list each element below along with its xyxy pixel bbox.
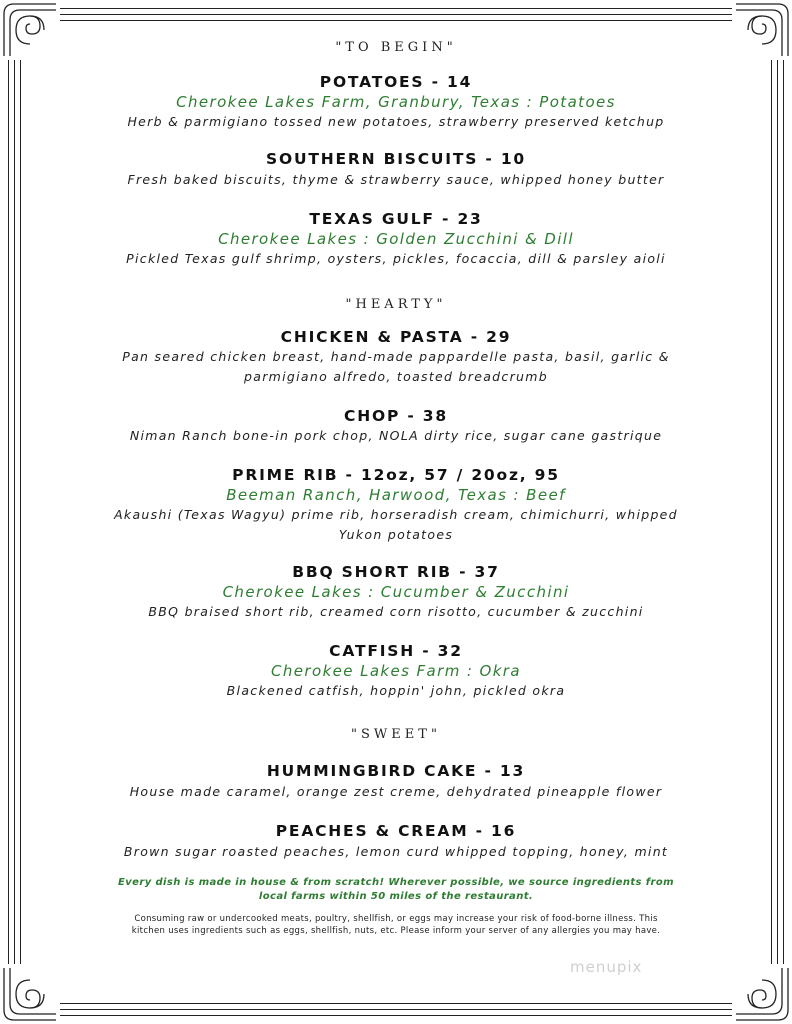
menu-item-source: Cherokee Lakes Farm, Granbury, Texas : Potatoes [176,93,616,111]
menu-item-description: Herb & parmigiano tossed new potatoes, strawberry preserved ketchup [127,114,665,129]
top-rule [40,20,752,21]
menu-item-description: House made caramel, orange zest creme, dehydrated pineapple flower [129,784,663,799]
watermark: menupix [570,958,643,976]
menu-item-source: Beeman Ranch, Harwood, Texas : Beef [226,486,566,504]
sourcing-note: local farms within 50 miles of the restaurant. [258,891,534,902]
menu-item-source: Cherokee Lakes : Cucumber & Zucchini [222,583,570,601]
menu-content [60,38,732,937]
menu-item-description: Niman Ranch bone-in pork chop, NOLA dirty rice, sugar cane gastrique [129,428,663,443]
menu-item-description: Brown sugar roasted peaches, lemon curd whipped topping, honey, mint [123,844,669,859]
menu-item-description: Pan seared chicken breast, hand-made pappardelle pasta, basil, garlic & [122,349,670,364]
right-rule [771,40,772,984]
section-title-sweet: "SWEET" [351,727,441,742]
menu-item-description: Akaushi (Texas Wagyu) prime rib, horseradish cream, chimichurri, whipped [114,507,678,522]
left-rule [20,40,21,984]
section-title-hearty: "HEARTY" [345,297,447,312]
menu-item-description: Pickled Texas gulf shrimp, oysters, pickles, focaccia, dill & parsley aioli [126,251,666,266]
menu-item-name: CHICKEN & PASTA - 29 [280,328,512,346]
health-disclaimer: Consuming raw or undercooked meats, poultry, shellfish, or eggs may increase your risk of food-borne illness. This [134,914,658,924]
menu-item-name: POTATOES - 14 [319,73,473,91]
menu-item-name: HUMMINGBIRD CAKE - 13 [266,762,526,780]
menu-item-name: PEACHES & CREAM - 16 [275,822,517,840]
menu-item-source: Cherokee Lakes Farm : Okra [271,662,521,680]
corner-ornament-icon [732,964,792,1024]
menu-item-description: Yukon potatoes [338,527,454,542]
menu-item-source: Cherokee Lakes : Golden Zucchini & Dill [218,230,574,248]
sourcing-note: Every dish is made in house & from scratch! Wherever possible, we source ingredients from [118,877,674,888]
section-title-to-begin: "TO BEGIN" [335,40,457,55]
corner-ornament-icon [0,0,60,60]
menu-item-name: PRIME RIB - 12oz, 57 / 20oz, 95 [232,466,560,484]
menu-item-description: parmigiano alfredo, toasted breadcrumb [244,369,548,384]
menu-item-description: Blackened catfish, hoppin' john, pickled okra [226,683,566,698]
bottom-rule [40,1003,752,1004]
menu-item-name: CATFISH - 32 [329,642,463,660]
menu-item-description: BBQ braised short rib, creamed corn risotto, cucumber & zucchini [148,604,644,619]
menu-item-name: SOUTHERN BISCUITS - 10 [266,150,526,168]
corner-ornament-icon [0,964,60,1024]
menu-item-name: CHOP - 38 [344,407,448,425]
health-disclaimer: kitchen uses ingredients such as eggs, shellfish, nuts, etc. Please inform your server of any allergies you may have. [131,925,661,936]
menu-item-name: BBQ SHORT RIB - 37 [292,563,500,581]
menu-item-name: TEXAS GULF - 23 [309,210,483,228]
corner-ornament-icon [732,0,792,60]
menu-item-description: Fresh baked biscuits, thyme & strawberry sauce, whipped honey butter [127,172,665,187]
